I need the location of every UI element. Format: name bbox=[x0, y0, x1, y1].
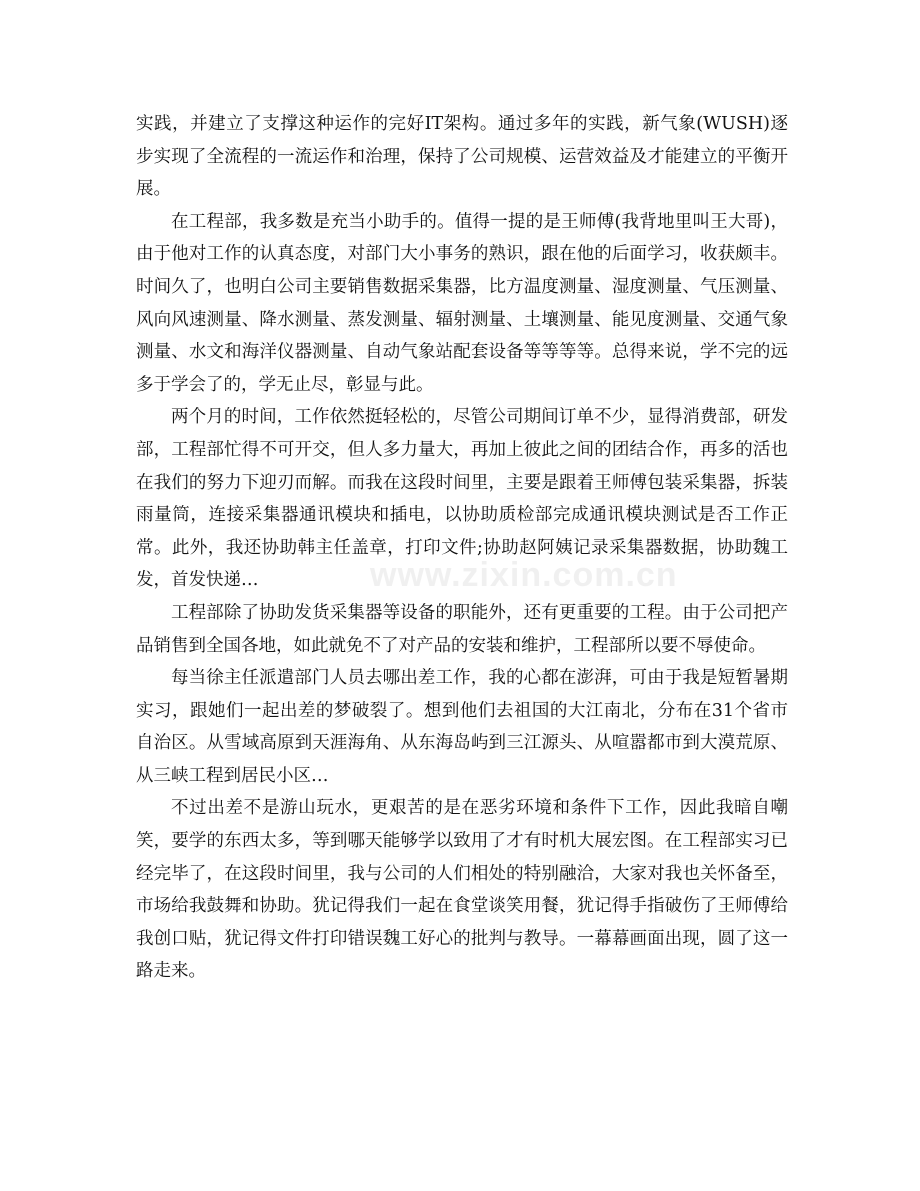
paragraph-business-trips: 每当徐主任派遣部门人员去哪出差工作，我的心都在澎湃，可由于我是短暂暑期实习，跟她们一起出差的梦破裂了。想到他们去祖国的大江南北，分布在31个省市自治区。从雪域高原到天涯海角、从东海岛屿到三江源头、从喧嚣都市到大漠荒原、从三峡工程到居民小区… bbox=[136, 668, 788, 786]
watermark: www.zixin.com.cn bbox=[370, 556, 678, 594]
document-body bbox=[136, 108, 788, 988]
paragraph-engineering-duties: 工程部除了协助发货采集器等设备的职能外，还有更重要的工程。由于公司把产品销售到全国各地，如此就免不了对产品的安装和维护，工程部所以要不辱使命。 bbox=[136, 602, 788, 656]
paragraph-two-months: 两个月的时间，工作依然挺轻松的，尽管公司期间订单不少，显得消费部，研发部，工程部忙得不可开交，但人多力量大，再加上彼此之间的团结合作，再多的活也在我们的努力下迎刃而解。而我在这段时间里，主要是跟着王师傅包装采集器，拆装雨量筒，连接采集器通讯模块和插电，以协助质检部完成通讯模块测试是否工作正常。此外，我还协助韩主任盖章，打印文件;协助赵阿姨记录采集器数据，协助魏工发，首发快递… bbox=[136, 407, 788, 591]
paragraph-conclusion: 不过出差不是游山玩水，更艰苦的是在恶劣环境和条件下工作，因此我暗自嘲笑，要学的东西太多，等到哪天能够学以致用了才有时机大展宏图。在工程部实习已经完毕了，在这段时间里，我与公司的人们相处的特别融洽，大家对我也关怀备至，市场给我鼓舞和协助。犹记得我们一起在食堂谈笑用餐，犹记得手指破伤了王师傅给我创口贴，犹记得文件打印错误魏工好心的批判与教导。一幕幕画面出现，圆了这一路走来。 bbox=[136, 798, 788, 982]
paragraph-continuation: 实践，并建立了支撑这种运作的完好IT架构。通过多年的实践，新气象(WUSH)逐步实现了全流程的一流运作和治理，保持了公司规模、运营效益及才能建立的平衡开展。 bbox=[136, 114, 788, 200]
paragraph-engineering-dept: 在工程部，我多数是充当小助手的。值得一提的是王师傅(我背地里叫王大哥)，由于他对工作的认真态度，对部门大小事务的熟识，跟在他的后面学习，收获颇丰。时间久了，也明白公司主要销售数据采集器，比方温度测量、湿度测量、气压测量、风向风速测量、降水测量、蒸发测量、辐射测量、土壤测量、能见度测量、交通气象测量、水文和海洋仪器测量、自动气象站配套设备等等等等。总得来说，学不完的远多于学会了的，学无止尽，彰显与此。 bbox=[136, 211, 788, 395]
